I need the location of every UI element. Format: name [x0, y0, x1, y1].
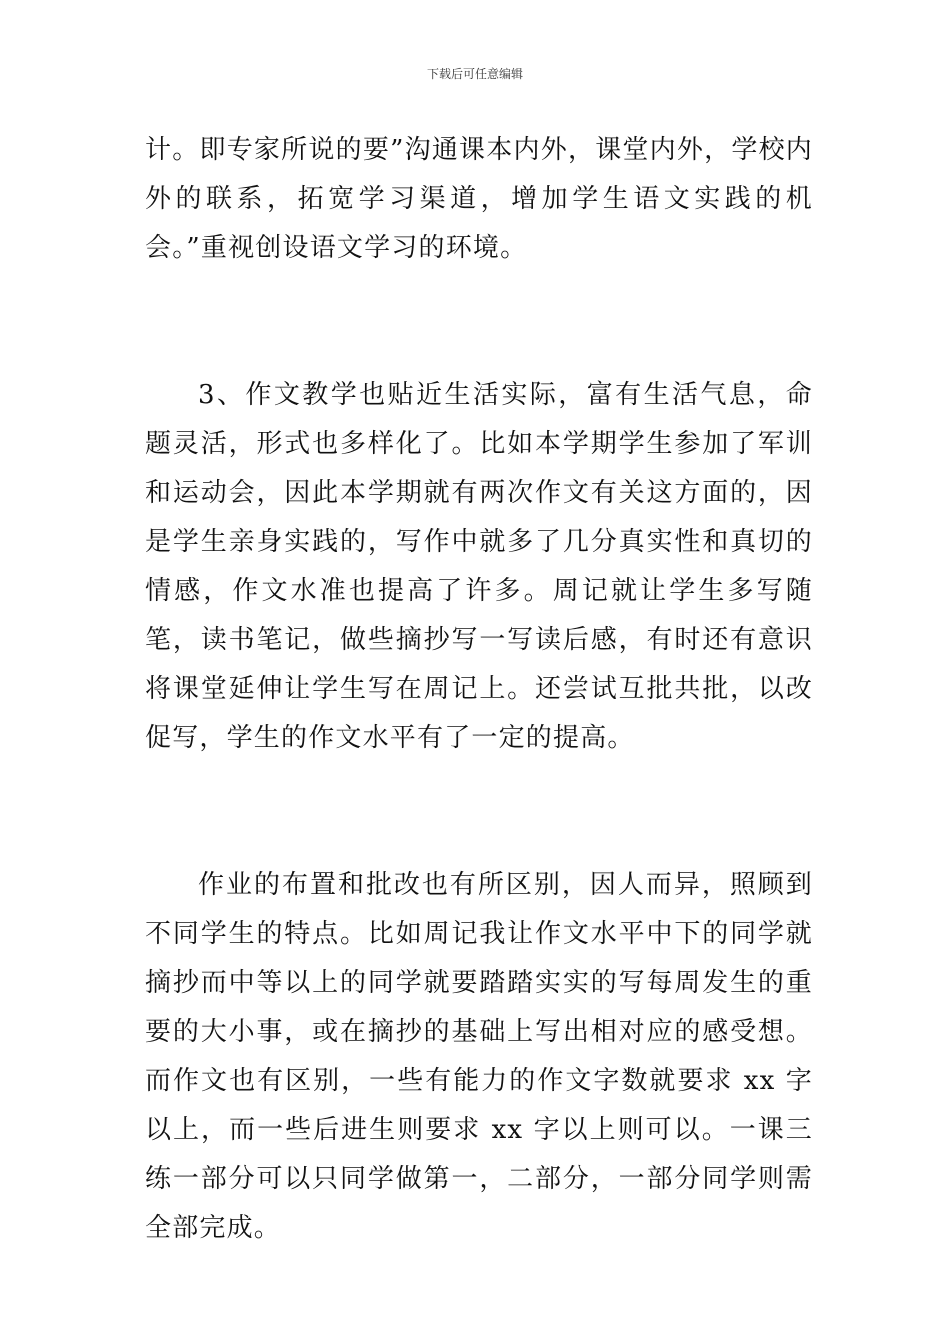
- paragraph-homework-differentiation: 作业的布置和批改也有所区别，因人而异，照顾到不同学生的特点。比如周记我让作文水平中下的同学就摘抄而中等以上的同学就要踏踏实实的写每周发生的重要的大小事，或在摘抄的基础上写出相对应的感受想。而作文也有区别，一些有能力的作文字数就要求 xx 字以上，而一些后进生则要求 xx 字以上则可以。一课三练一部分可以只同学做第一，二部分，一部分同学则需全部完成。: [145, 870, 813, 1243]
- paragraph-composition-teaching: 3、作文教学也贴近生活实际，富有生活气息，命题灵活，形式也多样化了。比如本学期学生参加了军训和运动会，因此本学期就有两次作文有关这方面的，因是学生亲身实践的，写作中就多了几分真实性和真切的情感，作文水准也提高了许多。周记就让学生多写随笔，读书笔记，做些摘抄写一写读后感，有时还有意识将课堂延伸让学生写在周记上。还尝试互批共批，以改促写，学生的作文水平有了一定的提高。: [145, 380, 813, 753]
- paragraph-continuation: 计。即专家所说的要”沟通课本内外，课堂内外，学校内外的联系，拓宽学习渠道，增加学生语文实践的机会。”重视创设语文学习的环境。: [145, 135, 813, 263]
- page-header-note: 下载后可任意编辑: [426, 67, 523, 81]
- document-body: [145, 126, 813, 1253]
